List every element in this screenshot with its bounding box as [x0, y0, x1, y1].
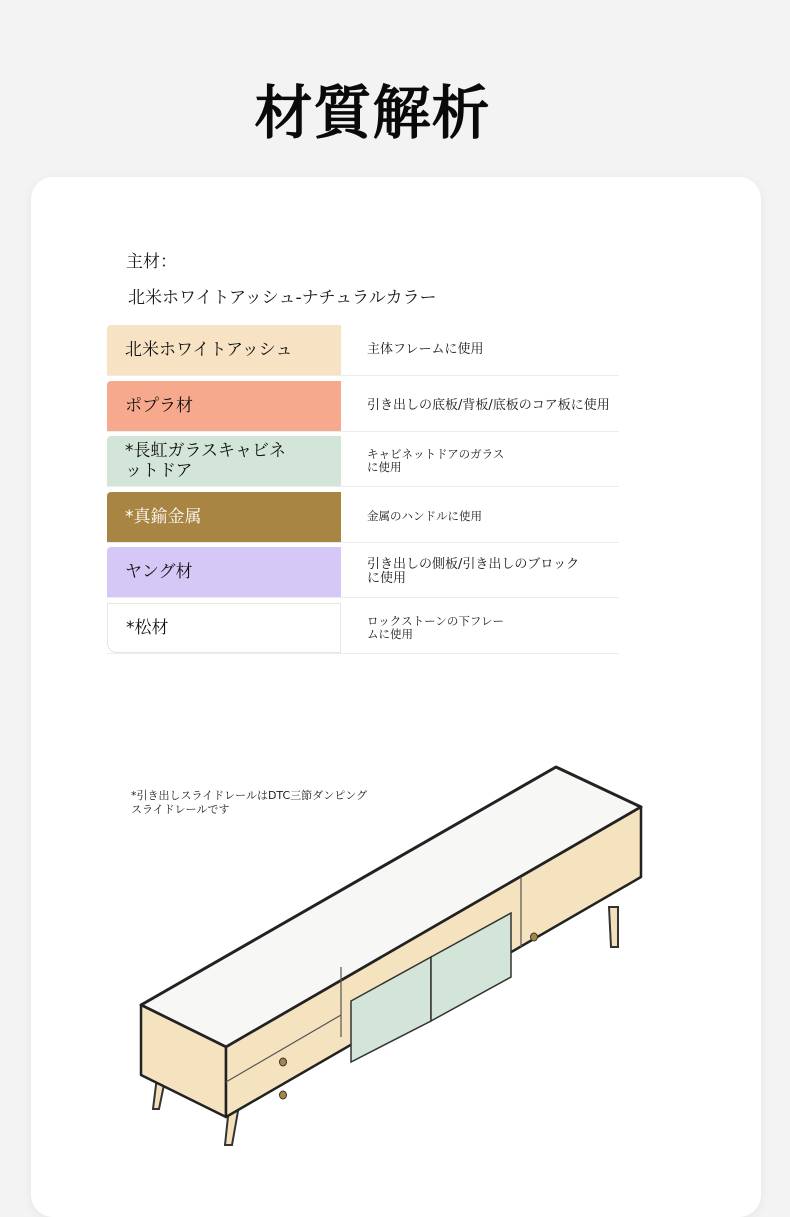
material-swatch	[107, 547, 341, 597]
material-name: *真鍮金属	[125, 506, 202, 527]
material-usage: キャビネットドアのガラスに使用	[367, 447, 505, 475]
material-row	[107, 603, 619, 654]
material-usage: 金属のハンドルに使用	[367, 509, 482, 524]
materials-table	[107, 325, 619, 659]
material-swatch	[107, 436, 341, 486]
material-name: 北米ホワイトアッシュ	[125, 340, 293, 360]
material-swatch	[107, 325, 341, 375]
material-usage: ロックストーンの下フレームに使用	[367, 613, 504, 641]
material-swatch	[107, 381, 341, 431]
material-row	[107, 436, 619, 487]
material-name: ポプラ材	[125, 395, 193, 416]
material-usage: 引き出しの底板/背板/底板のコア板に使用	[367, 397, 610, 413]
page-title: 材質解析	[254, 79, 491, 147]
material-card	[31, 177, 761, 1217]
main-material-label: 主材：	[126, 252, 177, 272]
material-swatch	[107, 603, 341, 653]
material-row	[107, 492, 619, 543]
material-row	[107, 325, 619, 376]
material-name: *松材	[126, 617, 169, 638]
main-material-value: 北米ホワイトアッシュ-ナチュラルカラー	[128, 288, 437, 308]
material-row	[107, 381, 619, 432]
material-swatch	[107, 492, 341, 542]
material-usage: 引き出しの側板/引き出しのブロックに使用	[367, 557, 580, 587]
tv-cabinet-illustration	[131, 757, 691, 1177]
slide-rail-note: *引き出しスライドレールはDTC三節ダンピングスライドレールです	[131, 789, 368, 816]
material-row	[107, 547, 619, 598]
material-name: *長虹ガラスキャビネットドア	[125, 441, 286, 482]
material-name: ヤング材	[125, 562, 193, 583]
material-usage: 主体フレームに使用	[367, 342, 484, 357]
